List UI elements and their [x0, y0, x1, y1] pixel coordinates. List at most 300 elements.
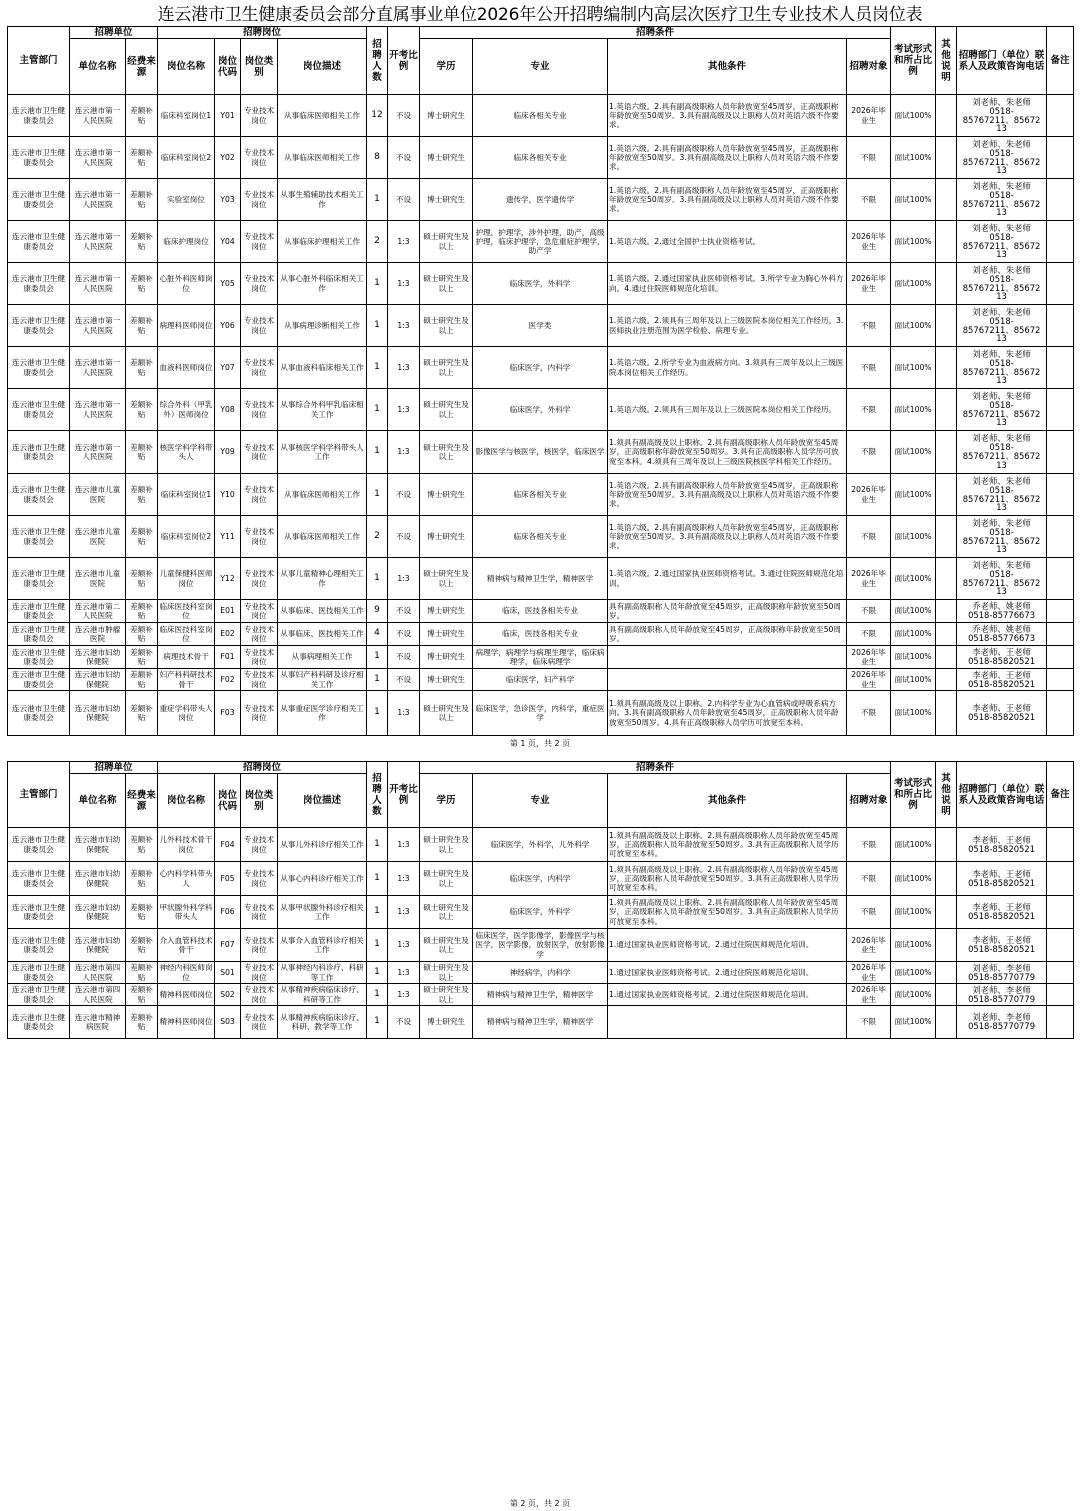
- cell-remark: [1047, 516, 1074, 558]
- cell-fund: 差额补贴: [126, 1006, 158, 1039]
- cell-post-type: 专业技术岗位: [241, 962, 278, 984]
- cell-post-type: 专业技术岗位: [241, 221, 278, 263]
- cell-other-note: [936, 623, 957, 646]
- cell-post-type: 专业技术岗位: [241, 669, 278, 691]
- header-exam: 考试形式和所占比例: [891, 762, 936, 828]
- table-row: [8, 474, 1074, 516]
- cell-target: 不限: [847, 347, 891, 389]
- cell-remark: [1047, 896, 1074, 929]
- cell-unit: 连云港市第一人民医院: [70, 389, 126, 431]
- cell-major: 临床医学，急诊医学，内科学，重症医学: [473, 691, 608, 736]
- cell-other-note: [936, 221, 957, 263]
- cell-post-type: 专业技术岗位: [241, 474, 278, 516]
- cell-post-code: S03: [215, 1006, 241, 1039]
- recruitment-table-page-1: [7, 26, 1074, 736]
- cell-contact: 乔老师、姚老师 0518-85776673: [957, 600, 1047, 623]
- header-post-name: 岗位名称: [158, 39, 215, 95]
- cell-exam: 面试100%: [891, 95, 936, 137]
- cell-major: 临床医学，医学影像学，影像医学与核医学，医学影像，放射医学，放射影像学: [473, 929, 608, 962]
- cell-ratio: 1:3: [388, 389, 420, 431]
- cell-target: 不限: [847, 862, 891, 896]
- cell-dept: 连云港市卫生健康委员会: [8, 984, 70, 1006]
- cell-edu: 硕士研究生及以上: [420, 221, 473, 263]
- cell-exam: 面试100%: [891, 691, 936, 736]
- header-unit-name: 单位名称: [70, 39, 126, 95]
- cell-contact: 刘老师、朱老师 0518- 85767211、85672 13: [957, 516, 1047, 558]
- cell-major: 医学类: [473, 305, 608, 347]
- cell-fund: 差额补贴: [126, 263, 158, 305]
- cell-post-type: 专业技术岗位: [241, 862, 278, 896]
- recruitment-table-page-2: [7, 761, 1074, 1039]
- cell-major: 精神病与精神卫生学，精神医学: [473, 1006, 608, 1039]
- cell-post-desc: 从事介入血管科诊疗相关工作: [278, 929, 367, 962]
- cell-remark: [1047, 669, 1074, 691]
- cell-dept: 连云港市卫生健康委员会: [8, 474, 70, 516]
- cell-exam: 面试100%: [891, 896, 936, 929]
- cell-target: 不限: [847, 305, 891, 347]
- cell-post-name: 心内科学科带头人: [158, 862, 215, 896]
- cell-remark: [1047, 389, 1074, 431]
- cell-major: 神经病学，内科学: [473, 962, 608, 984]
- header-target: 招聘对象: [847, 39, 891, 95]
- cell-post-name: 甲状腺外科学科带头人: [158, 896, 215, 929]
- cell-edu: 硕士研究生及以上: [420, 828, 473, 862]
- header-post-desc: 岗位描述: [278, 774, 367, 828]
- cell-edu: 博士研究生: [420, 1006, 473, 1039]
- cell-dept: 连云港市卫生健康委员会: [8, 646, 70, 669]
- cell-exam: 面试100%: [891, 669, 936, 691]
- cell-post-code: F07: [215, 929, 241, 962]
- table-row: [8, 862, 1074, 896]
- cell-other-note: [936, 347, 957, 389]
- cell-other-note: [936, 474, 957, 516]
- cell-ratio: 1:3: [388, 221, 420, 263]
- cell-contact: 刘老师、朱老师 0518- 85767211、85672 13: [957, 263, 1047, 305]
- cell-post-code: Y03: [215, 179, 241, 221]
- header-contact: 招聘部门（单位）联系人及政策咨询电话: [957, 762, 1047, 828]
- cell-remark: [1047, 347, 1074, 389]
- header-post-type: 岗位类别: [241, 39, 278, 95]
- cell-fund: 差额补贴: [126, 95, 158, 137]
- cell-post-type: 专业技术岗位: [241, 558, 278, 600]
- page-title: 连云港市卫生健康委员会部分直属事业单位2026年公开招聘编制内高层次医疗卫生专业技术人员岗位表: [157, 5, 923, 25]
- cell-post-name: 病理技术骨干: [158, 646, 215, 669]
- cell-other: 1.英语六级。2.通过全国护士执业资格考试。: [608, 221, 847, 263]
- cell-unit: 连云港市儿童医院: [70, 516, 126, 558]
- cell-exam: 面试100%: [891, 474, 936, 516]
- cell-other: 1.英语六级。2.须具有三周年及以上三级医院本岗位相关工作经历。: [608, 389, 847, 431]
- cell-target: 不限: [847, 137, 891, 179]
- cell-target: 2026年毕业生: [847, 263, 891, 305]
- cell-post-type: 专业技术岗位: [241, 691, 278, 736]
- cell-dept: 连云港市卫生健康委员会: [8, 431, 70, 474]
- cell-post-type: 专业技术岗位: [241, 646, 278, 669]
- cell-post-type: 专业技术岗位: [241, 305, 278, 347]
- cell-post-name: 临床科室岗位1: [158, 474, 215, 516]
- header-other: 其他条件: [608, 774, 847, 828]
- cell-contact: 李老师、王老师 0518-85820521: [957, 669, 1047, 691]
- cell-edu: 硕士研究生及以上: [420, 431, 473, 474]
- table-row: [8, 305, 1074, 347]
- cell-post-desc: 从事临床医师相关工作: [278, 137, 367, 179]
- cell-target: 不限: [847, 1006, 891, 1039]
- cell-post-name: 核医学科学科带头人: [158, 431, 215, 474]
- cell-remark: [1047, 179, 1074, 221]
- table-row: [8, 984, 1074, 1006]
- cell-unit: 连云港市妇幼保健院: [70, 929, 126, 962]
- header-major: 专业: [473, 774, 608, 828]
- cell-fund: 差额补贴: [126, 984, 158, 1006]
- cell-count: 1: [367, 962, 388, 984]
- cell-exam: 面试100%: [891, 929, 936, 962]
- cell-post-type: 专业技术岗位: [241, 179, 278, 221]
- cell-contact: 刘老师、朱老师 0518- 85767211、85672 13: [957, 558, 1047, 600]
- cell-contact: 乔老师、姚老师 0518-85776673: [957, 623, 1047, 646]
- cell-ratio: 1:3: [388, 929, 420, 962]
- cell-exam: 面试100%: [891, 623, 936, 646]
- cell-post-code: Y09: [215, 431, 241, 474]
- header-exam: 考试形式和所占比例: [891, 27, 936, 95]
- cell-target: 2026年毕业生: [847, 221, 891, 263]
- cell-fund: 差额补贴: [126, 558, 158, 600]
- cell-exam: 面试100%: [891, 137, 936, 179]
- cell-exam: 面试100%: [891, 221, 936, 263]
- cell-remark: [1047, 431, 1074, 474]
- table-row: [8, 347, 1074, 389]
- cell-count: 1: [367, 179, 388, 221]
- header-remark: 备注: [1047, 762, 1074, 828]
- cell-post-type: 专业技术岗位: [241, 623, 278, 646]
- cell-post-type: 专业技术岗位: [241, 828, 278, 862]
- cell-ratio: 不设: [388, 179, 420, 221]
- header-other-note: 其他说明: [936, 27, 957, 95]
- header-post-desc: 岗位描述: [278, 39, 367, 95]
- cell-dept: 连云港市卫生健康委员会: [8, 623, 70, 646]
- cell-edu: 博士研究生: [420, 179, 473, 221]
- header-unit-name: 单位名称: [70, 774, 126, 828]
- table-row: [8, 558, 1074, 600]
- cell-remark: [1047, 558, 1074, 600]
- cell-exam: 面试100%: [891, 558, 936, 600]
- cell-contact: 刘老师、朱老师 0518- 85767211、85672 13: [957, 389, 1047, 431]
- cell-other-note: [936, 516, 957, 558]
- cell-major: 临床各相关专业: [473, 95, 608, 137]
- cell-fund: 差额补贴: [126, 929, 158, 962]
- cell-unit: 连云港市妇幼保健院: [70, 828, 126, 862]
- header-count: 招聘人数: [367, 27, 388, 95]
- cell-dept: 连云港市卫生健康委员会: [8, 305, 70, 347]
- cell-other-note: [936, 691, 957, 736]
- cell-ratio: 不设: [388, 623, 420, 646]
- cell-other: 1.须具有副高级及以上职称。2.具有副高级职称人员年龄放宽至45周岁，正高级职称人员年龄放宽至50周岁。3.具有正高级职称人员学历可放宽至本科。: [608, 862, 847, 896]
- cell-other-note: [936, 929, 957, 962]
- header-major: 专业: [473, 39, 608, 95]
- cell-post-desc: 从事病理相关工作: [278, 646, 367, 669]
- header-ratio: 开考比例: [388, 762, 420, 828]
- cell-contact: 刘老师、朱老师 0518- 85767211、85672 13: [957, 179, 1047, 221]
- cell-dept: 连云港市卫生健康委员会: [8, 962, 70, 984]
- cell-contact: 刘老师、李老师 0518-85770779: [957, 1006, 1047, 1039]
- table-row: [8, 431, 1074, 474]
- cell-dept: 连云港市卫生健康委员会: [8, 669, 70, 691]
- header-target: 招聘对象: [847, 774, 891, 828]
- cell-count: 9: [367, 600, 388, 623]
- cell-post-desc: 从事临床、医技相关工作: [278, 623, 367, 646]
- header-post-code: 岗位代码: [215, 774, 241, 828]
- cell-dept: 连云港市卫生健康委员会: [8, 137, 70, 179]
- cell-dept: 连云港市卫生健康委员会: [8, 263, 70, 305]
- cell-post-type: 专业技术岗位: [241, 347, 278, 389]
- cell-dept: 连云港市卫生健康委员会: [8, 1006, 70, 1039]
- cell-unit: 连云港市第一人民医院: [70, 95, 126, 137]
- header-recruit-cond: 招聘条件: [420, 27, 891, 39]
- cell-edu: 硕士研究生及以上: [420, 263, 473, 305]
- header-dept: 主管部门: [8, 762, 70, 828]
- cell-post-code: Y08: [215, 389, 241, 431]
- cell-remark: [1047, 646, 1074, 669]
- cell-count: 1: [367, 862, 388, 896]
- cell-exam: 面试100%: [891, 347, 936, 389]
- cell-dept: 连云港市卫生健康委员会: [8, 828, 70, 862]
- cell-post-desc: 从事神经内科诊疗、科研等工作: [278, 962, 367, 984]
- page-footer-2: 第 2 页，共 2 页: [509, 1499, 571, 1508]
- header-ratio: 开考比例: [388, 27, 420, 95]
- cell-remark: [1047, 95, 1074, 137]
- header-edu: 学历: [420, 39, 473, 95]
- table-row: [8, 95, 1074, 137]
- header-post-type: 岗位类别: [241, 774, 278, 828]
- cell-post-name: 临床科室岗位1: [158, 95, 215, 137]
- cell-post-desc: 从事心脏外科临床相关工作: [278, 263, 367, 305]
- cell-major: 临床医学，外科学: [473, 896, 608, 929]
- table-row: [8, 600, 1074, 623]
- table-row: [8, 896, 1074, 929]
- cell-other: 1.英语六级。2.具有副高级职称人员年龄放宽至45周岁，正高级职称年龄放宽至50周岁。3.具有副高级及以上职称人员对英语六级不作要求。: [608, 516, 847, 558]
- cell-fund: 差额补贴: [126, 389, 158, 431]
- cell-post-code: S02: [215, 984, 241, 1006]
- cell-contact: 刘老师、朱老师 0518- 85767211、85672 13: [957, 137, 1047, 179]
- cell-major: 精神病与精神卫生学，精神医学: [473, 558, 608, 600]
- cell-post-desc: 从事儿童精神心理相关工作: [278, 558, 367, 600]
- cell-other-note: [936, 558, 957, 600]
- cell-unit: 连云港市第四人民医院: [70, 962, 126, 984]
- cell-major: 临床医学，妇产科学: [473, 669, 608, 691]
- cell-post-name: 临床医技科室岗位: [158, 600, 215, 623]
- cell-fund: 差额补贴: [126, 623, 158, 646]
- cell-post-code: F01: [215, 646, 241, 669]
- cell-dept: 连云港市卫生健康委员会: [8, 691, 70, 736]
- cell-post-name: 血液科医师岗位: [158, 347, 215, 389]
- cell-remark: [1047, 962, 1074, 984]
- cell-other-note: [936, 962, 957, 984]
- cell-fund: 差额补贴: [126, 347, 158, 389]
- cell-ratio: 不设: [388, 474, 420, 516]
- cell-fund: 差额补贴: [126, 691, 158, 736]
- cell-exam: 面试100%: [891, 263, 936, 305]
- table-row: [8, 691, 1074, 736]
- cell-ratio: 1:3: [388, 305, 420, 347]
- table-row: [8, 1006, 1074, 1039]
- cell-other: 1.通过国家执业医师资格考试。2.通过住院医师规范化培训。: [608, 962, 847, 984]
- cell-target: 2026年毕业生: [847, 984, 891, 1006]
- cell-fund: 差额补贴: [126, 431, 158, 474]
- cell-other-note: [936, 137, 957, 179]
- cell-post-name: 介入血管科技术骨干: [158, 929, 215, 962]
- cell-post-type: 专业技术岗位: [241, 600, 278, 623]
- cell-edu: 博士研究生: [420, 646, 473, 669]
- cell-fund: 差额补贴: [126, 646, 158, 669]
- cell-dept: 连云港市卫生健康委员会: [8, 516, 70, 558]
- cell-count: 2: [367, 221, 388, 263]
- header-recruit-unit: 招聘单位: [70, 762, 158, 774]
- cell-exam: 面试100%: [891, 646, 936, 669]
- table-row: [8, 623, 1074, 646]
- cell-post-code: F02: [215, 669, 241, 691]
- cell-unit: 连云港市妇幼保健院: [70, 862, 126, 896]
- cell-unit: 连云港市第四人民医院: [70, 984, 126, 1006]
- cell-remark: [1047, 263, 1074, 305]
- cell-post-type: 专业技术岗位: [241, 1006, 278, 1039]
- cell-count: 1: [367, 263, 388, 305]
- cell-count: 12: [367, 95, 388, 137]
- cell-ratio: 1:3: [388, 691, 420, 736]
- cell-major: 临床，医技各相关专业: [473, 623, 608, 646]
- cell-count: 1: [367, 558, 388, 600]
- cell-major: 护理，护理学，涉外护理，助产，高级护理，临床护理学，急危重症护理学，助产学: [473, 221, 608, 263]
- cell-dept: 连云港市卫生健康委员会: [8, 862, 70, 896]
- cell-post-desc: 从事精神疾病临床诊疗、科研等工作: [278, 984, 367, 1006]
- cell-dept: 连云港市卫生健康委员会: [8, 389, 70, 431]
- cell-dept: 连云港市卫生健康委员会: [8, 929, 70, 962]
- cell-post-desc: 从事妇产科科研及诊疗相关工作: [278, 669, 367, 691]
- cell-edu: 博士研究生: [420, 623, 473, 646]
- cell-major: 临床各相关专业: [473, 516, 608, 558]
- cell-fund: 差额补贴: [126, 600, 158, 623]
- cell-other: 1.须具有副高级及以上职称。2.具有副高级职称人员年龄放宽至45周岁，正高级职称人员年龄放宽至50周岁。3.具有正高级职称人员学历可放宽至本科。: [608, 896, 847, 929]
- cell-post-code: S01: [215, 962, 241, 984]
- cell-post-desc: 从事生殖辅助技术相关工作: [278, 179, 367, 221]
- cell-remark: [1047, 828, 1074, 862]
- cell-other: 1.英语六级。2.具有副高级职称人员年龄放宽至45周岁，正高级职称年龄放宽至50周岁。3.具有副高级及以上职称人员对英语六级不作要求。: [608, 474, 847, 516]
- cell-major: 精神病与精神卫生学，精神医学: [473, 984, 608, 1006]
- cell-contact: 刘老师、朱老师 0518- 85767211、85672 13: [957, 305, 1047, 347]
- cell-post-code: Y06: [215, 305, 241, 347]
- cell-post-type: 专业技术岗位: [241, 431, 278, 474]
- cell-major: 影像医学与核医学，核医学，临床医学: [473, 431, 608, 474]
- cell-unit: 连云港市第一人民医院: [70, 221, 126, 263]
- cell-other: 1.通过国家执业医师资格考试。2.通过住院医师规范化培训。: [608, 929, 847, 962]
- cell-unit: 连云港市妇幼保健院: [70, 691, 126, 736]
- cell-target: 2026年毕业生: [847, 669, 891, 691]
- cell-other-note: [936, 389, 957, 431]
- cell-exam: 面试100%: [891, 305, 936, 347]
- cell-contact: 刘老师、朱老师 0518- 85767211、85672 13: [957, 431, 1047, 474]
- cell-edu: 博士研究生: [420, 600, 473, 623]
- cell-remark: [1047, 929, 1074, 962]
- cell-post-type: 专业技术岗位: [241, 263, 278, 305]
- cell-post-name: 儿外科技术骨干岗位: [158, 828, 215, 862]
- cell-ratio: 1:3: [388, 862, 420, 896]
- cell-count: 4: [367, 623, 388, 646]
- cell-unit: 连云港市儿童医院: [70, 474, 126, 516]
- cell-edu: 硕士研究生及以上: [420, 962, 473, 984]
- cell-post-name: 心脏外科医师岗位: [158, 263, 215, 305]
- header-recruit-cond: 招聘条件: [420, 762, 891, 774]
- cell-count: 1: [367, 669, 388, 691]
- cell-other: 1.英语六级。2.须具有三周年及以上三级医院本岗位相关工作经历。3.医师执业注册范围为医学检验、病理专业。: [608, 305, 847, 347]
- header-fund: 经费来源: [126, 39, 158, 95]
- cell-other: 1.通过国家执业医师资格考试。2.通过住院医师规范化培训。: [608, 984, 847, 1006]
- cell-target: 2026年毕业生: [847, 929, 891, 962]
- cell-count: 1: [367, 984, 388, 1006]
- cell-remark: [1047, 623, 1074, 646]
- header-recruit-post: 招聘岗位: [158, 762, 367, 774]
- cell-contact: 李老师、王老师 0518-85820521: [957, 828, 1047, 862]
- cell-unit: 连云港市妇幼保健院: [70, 646, 126, 669]
- cell-other: 1.英语六级。2.具有副高级职称人员年龄放宽至45周岁，正高级职称年龄放宽至50周岁。3.具有副高级及以上职称人员对英语六级不作要求。: [608, 179, 847, 221]
- cell-ratio: 不设: [388, 137, 420, 179]
- cell-remark: [1047, 600, 1074, 623]
- cell-exam: 面试100%: [891, 179, 936, 221]
- cell-fund: 差额补贴: [126, 862, 158, 896]
- header-post-code: 岗位代码: [215, 39, 241, 95]
- table-row: [8, 389, 1074, 431]
- cell-post-code: Y07: [215, 347, 241, 389]
- cell-post-code: Y12: [215, 558, 241, 600]
- cell-other: 1.英语六级。2.具有副高级职称人员年龄放宽至45周岁，正高级职称年龄放宽至50周岁。3.具有副高级及以上职称人员对英语六级不作要求。: [608, 137, 847, 179]
- cell-edu: 博士研究生: [420, 474, 473, 516]
- cell-edu: 硕士研究生及以上: [420, 389, 473, 431]
- cell-post-code: F05: [215, 862, 241, 896]
- cell-ratio: 1:3: [388, 984, 420, 1006]
- cell-fund: 差额补贴: [126, 962, 158, 984]
- cell-post-name: 精神科医师岗位: [158, 1006, 215, 1039]
- cell-dept: 连云港市卫生健康委员会: [8, 896, 70, 929]
- cell-post-type: 专业技术岗位: [241, 516, 278, 558]
- header-other-note: 其他说明: [936, 762, 957, 828]
- cell-other: 1.须具有副高级及以上职称。2.具有副高级职称人员年龄放宽至45周岁，正高级职称年龄放宽至50周岁。3.具有正高级职称人员学历可放宽至本科。4.须具有三周年及以上三级医院核医学科相关工作经历。: [608, 431, 847, 474]
- cell-post-desc: 从事临床医师相关工作: [278, 474, 367, 516]
- cell-post-name: 临床医技科室岗位: [158, 623, 215, 646]
- cell-other: 1.英语六级。2.所学专业为血液病方向。3.须具有三周年及以上三级医院本岗位相关工作经历。: [608, 347, 847, 389]
- cell-post-type: 专业技术岗位: [241, 896, 278, 929]
- cell-contact: 刘老师、朱老师 0518- 85767211、85672 13: [957, 347, 1047, 389]
- cell-unit: 连云港市妇幼保健院: [70, 896, 126, 929]
- cell-post-code: Y05: [215, 263, 241, 305]
- cell-post-code: E01: [215, 600, 241, 623]
- cell-major: 遗传学，医学遗传学: [473, 179, 608, 221]
- cell-post-code: F03: [215, 691, 241, 736]
- table-body-page-1: [8, 95, 1074, 736]
- cell-contact: 李老师、王老师 0518-85820521: [957, 691, 1047, 736]
- cell-major: 病理学，病理学与病理生理学，临床病理学，临床病理学: [473, 646, 608, 669]
- cell-exam: 面试100%: [891, 962, 936, 984]
- cell-ratio: 不设: [388, 646, 420, 669]
- cell-fund: 差额补贴: [126, 179, 158, 221]
- header-fund: 经费来源: [126, 774, 158, 828]
- cell-exam: 面试100%: [891, 984, 936, 1006]
- cell-major: 临床各相关专业: [473, 137, 608, 179]
- table-row: [8, 179, 1074, 221]
- cell-other-note: [936, 431, 957, 474]
- cell-edu: 硕士研究生及以上: [420, 305, 473, 347]
- cell-post-type: 专业技术岗位: [241, 984, 278, 1006]
- cell-dept: 连云港市卫生健康委员会: [8, 600, 70, 623]
- cell-post-name: 实验室岗位: [158, 179, 215, 221]
- cell-exam: 面试100%: [891, 516, 936, 558]
- cell-ratio: 1:3: [388, 962, 420, 984]
- cell-dept: 连云港市卫生健康委员会: [8, 558, 70, 600]
